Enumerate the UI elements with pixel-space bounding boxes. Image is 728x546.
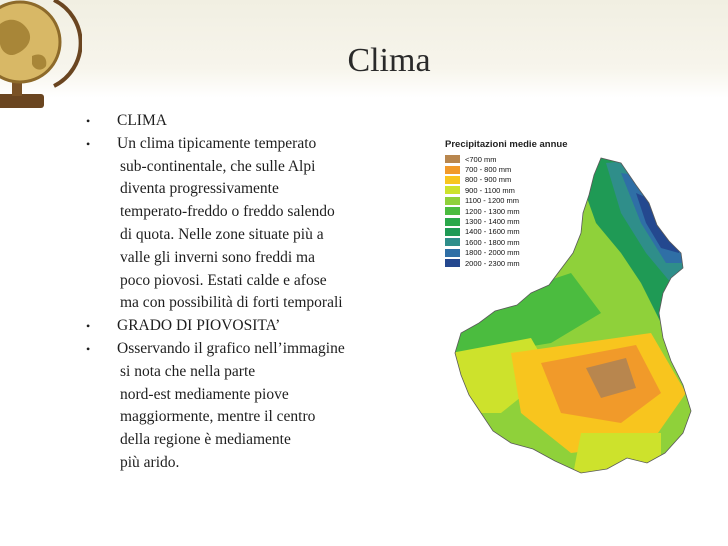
line-text: temperato-freddo o freddo salendo <box>120 203 335 221</box>
legend-label: 900 - 1100 mm <box>465 185 515 195</box>
legend-swatch <box>445 155 460 163</box>
legend-item <box>445 227 567 237</box>
continuation-line <box>86 429 426 452</box>
legend-label: <700 mm <box>465 154 497 164</box>
legend-swatch <box>445 186 460 194</box>
legend-swatch <box>445 238 460 246</box>
legend-item <box>445 258 567 268</box>
legend-label: 1300 - 1400 mm <box>465 217 520 227</box>
bullet-line <box>86 315 426 338</box>
legend-swatch <box>445 249 460 257</box>
continuation-line <box>86 452 426 475</box>
continuation-line <box>86 406 426 429</box>
line-text: si nota che nella parte <box>120 362 256 380</box>
legend-label: 1200 - 1300 mm <box>465 206 520 216</box>
continuation-line <box>86 178 426 201</box>
line-text: Un clima tipicamente temperato <box>117 134 317 152</box>
legend-swatch <box>445 228 460 236</box>
legend-item <box>445 175 567 185</box>
continuation-line <box>86 270 426 293</box>
legend-label: 1100 - 1200 mm <box>465 196 520 206</box>
line-text: della regione è mediamente <box>120 431 291 449</box>
line-text: poco piovosi. Estati calde e afose <box>120 271 327 289</box>
legend-swatch <box>445 176 460 184</box>
line-text: sub-continentale, che sulle Alpi <box>120 157 316 175</box>
legend-label: 1600 - 1800 mm <box>465 237 520 247</box>
continuation-line <box>86 156 426 179</box>
bullet-icon: • <box>86 319 91 334</box>
legend-item <box>445 164 567 174</box>
continuation-line <box>86 201 426 224</box>
legend-item <box>445 237 567 247</box>
legend-label: 800 - 900 mm <box>465 175 512 185</box>
legend-swatch <box>445 218 460 226</box>
continuation-line <box>86 361 426 384</box>
legend-item <box>445 196 567 206</box>
bullet-line <box>86 338 426 361</box>
continuation-line <box>86 224 426 247</box>
bullet-icon: • <box>86 136 91 151</box>
line-text: valle gli inverni sono freddi ma <box>120 248 315 266</box>
slide-title: Clima <box>347 42 431 79</box>
slide-body-text <box>86 110 426 475</box>
legend-swatch <box>445 207 460 215</box>
line-text: nord-est mediamente piove <box>120 385 289 403</box>
legend-item <box>445 248 567 258</box>
legend-item <box>445 206 567 216</box>
map-legend-title: Precipitazioni medie annue <box>445 139 568 150</box>
legend-item <box>445 185 567 195</box>
line-text: CLIMA <box>117 112 167 129</box>
legend-label: 700 - 800 mm <box>465 165 512 175</box>
line-text: di quota. Nelle zone situate più a <box>120 225 324 243</box>
line-text: GRADO DI PIOVOSITA’ <box>117 317 281 335</box>
line-text: maggiormente, mentre il centro <box>120 408 316 426</box>
bullet-line <box>86 110 426 133</box>
legend-label: 1400 - 1600 mm <box>465 227 520 237</box>
bullet-icon: • <box>86 114 91 128</box>
line-text: più arido. <box>120 453 180 471</box>
legend-swatch <box>445 197 460 205</box>
legend-swatch <box>445 166 460 174</box>
continuation-line <box>86 247 426 270</box>
line-text: ma con possibilità di forti temporali <box>120 294 343 312</box>
legend-items <box>445 154 567 268</box>
map-legend <box>445 139 567 268</box>
legend-label: 1800 - 2000 mm <box>465 248 520 258</box>
continuation-line <box>86 292 426 315</box>
bullet-icon: • <box>86 341 91 356</box>
legend-swatch <box>445 259 460 267</box>
line-text: Osservando il grafico nell’immagine <box>117 339 345 357</box>
line-text: diventa progressivamente <box>120 180 279 198</box>
legend-item <box>445 216 567 226</box>
legend-label: 2000 - 2300 mm <box>465 258 520 268</box>
bullet-line <box>86 133 426 156</box>
legend-item <box>445 154 567 164</box>
continuation-line <box>86 384 426 407</box>
